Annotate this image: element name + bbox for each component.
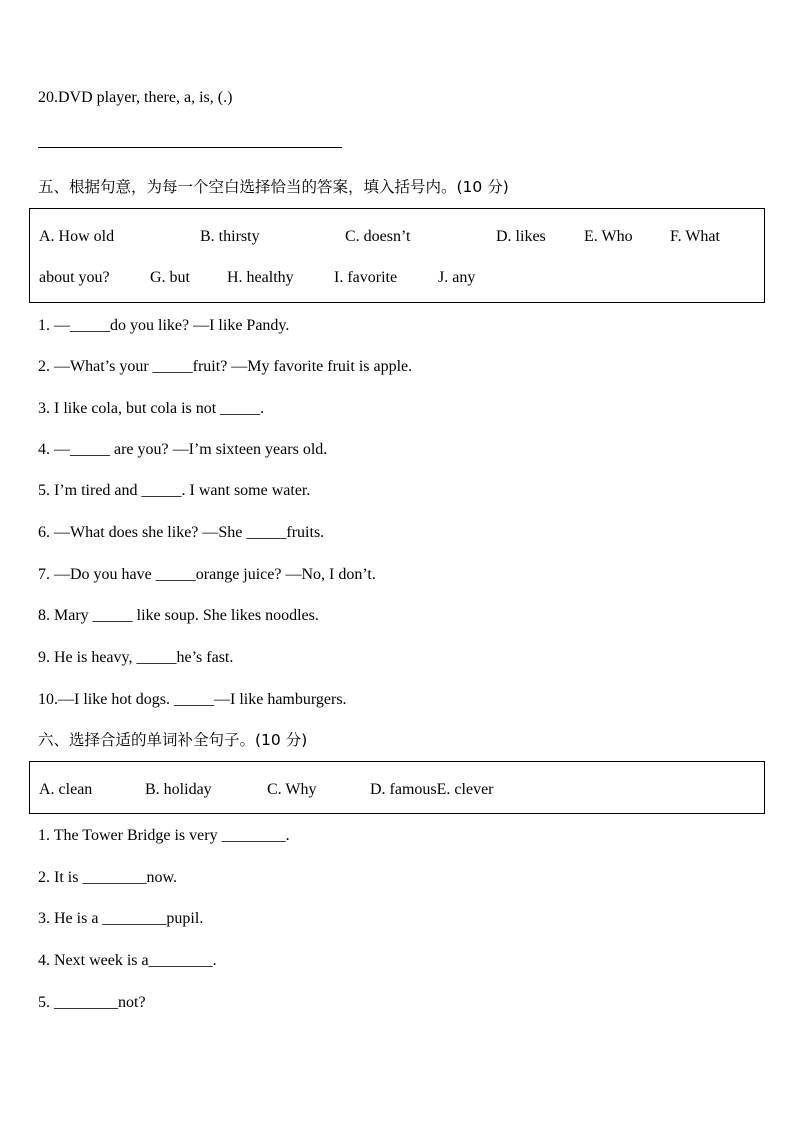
section-6-item-4: 4. Next week is a________. xyxy=(38,952,217,969)
option-i: I. favorite xyxy=(334,269,398,286)
section-5-item-4: 4. —_____ are you? —I’m sixteen years old. xyxy=(38,441,328,458)
option-g: G. but xyxy=(150,269,190,286)
option-f: F. What xyxy=(670,228,720,245)
option-a: A. How old xyxy=(39,228,115,245)
section-5-item-5: 5. I’m tired and _____. I want some water. xyxy=(38,482,311,499)
section-5-item-10: 10.—I like hot dogs. _____—I like hamburgers. xyxy=(38,691,347,708)
option-d: D. likes xyxy=(496,228,546,245)
section-6-heading: 六、选择合适的单词补全句子。(10 分) xyxy=(38,731,308,749)
option-c: C. Why xyxy=(267,781,317,798)
section-6-options-box xyxy=(29,761,765,814)
section-6-item-3: 3. He is a ________pupil. xyxy=(38,910,204,927)
option-c: C. doesn’t xyxy=(345,228,411,245)
question-20: 20.DVD player, there, a, is, (.) xyxy=(38,89,233,106)
section-5-item-2: 2. —What’s your _____fruit? —My favorite fruit is apple. xyxy=(38,358,413,375)
option-b: B. holiday xyxy=(145,781,212,798)
option-d-e: D. famousE. clever xyxy=(370,781,494,798)
section-5-item-6: 6. —What does she like? —She _____fruits. xyxy=(38,524,325,541)
section-6-item-1: 1. The Tower Bridge is very ________. xyxy=(38,827,290,844)
section-5-item-7: 7. —Do you have _____orange juice? —No, I don’t. xyxy=(38,566,376,583)
section-5-options-box xyxy=(29,208,765,303)
option-f-continued: about you? xyxy=(39,269,110,286)
option-a: A. clean xyxy=(39,781,93,798)
option-e: E. Who xyxy=(584,228,633,245)
section-5-heading: 五、根据句意，为每一个空白选择恰当的答案，填入括号内。(10 分) xyxy=(38,178,509,196)
section-5-item-1: 1. —_____do you like? —I like Pandy. xyxy=(38,317,290,334)
section-5-item-9: 9. He is heavy, _____he’s fast. xyxy=(38,649,234,666)
section-5-item-8: 8. Mary _____ like soup. She likes noodles. xyxy=(38,607,319,624)
option-b: B. thirsty xyxy=(200,228,260,245)
option-h: H. healthy xyxy=(227,269,294,286)
section-6-item-5: 5. ________not? xyxy=(38,994,146,1011)
section-5-item-3: 3. I like cola, but cola is not _____. xyxy=(38,400,265,417)
section-6-item-2: 2. It is ________now. xyxy=(38,869,177,886)
answer-line xyxy=(38,147,342,148)
option-j: J. any xyxy=(438,269,476,286)
